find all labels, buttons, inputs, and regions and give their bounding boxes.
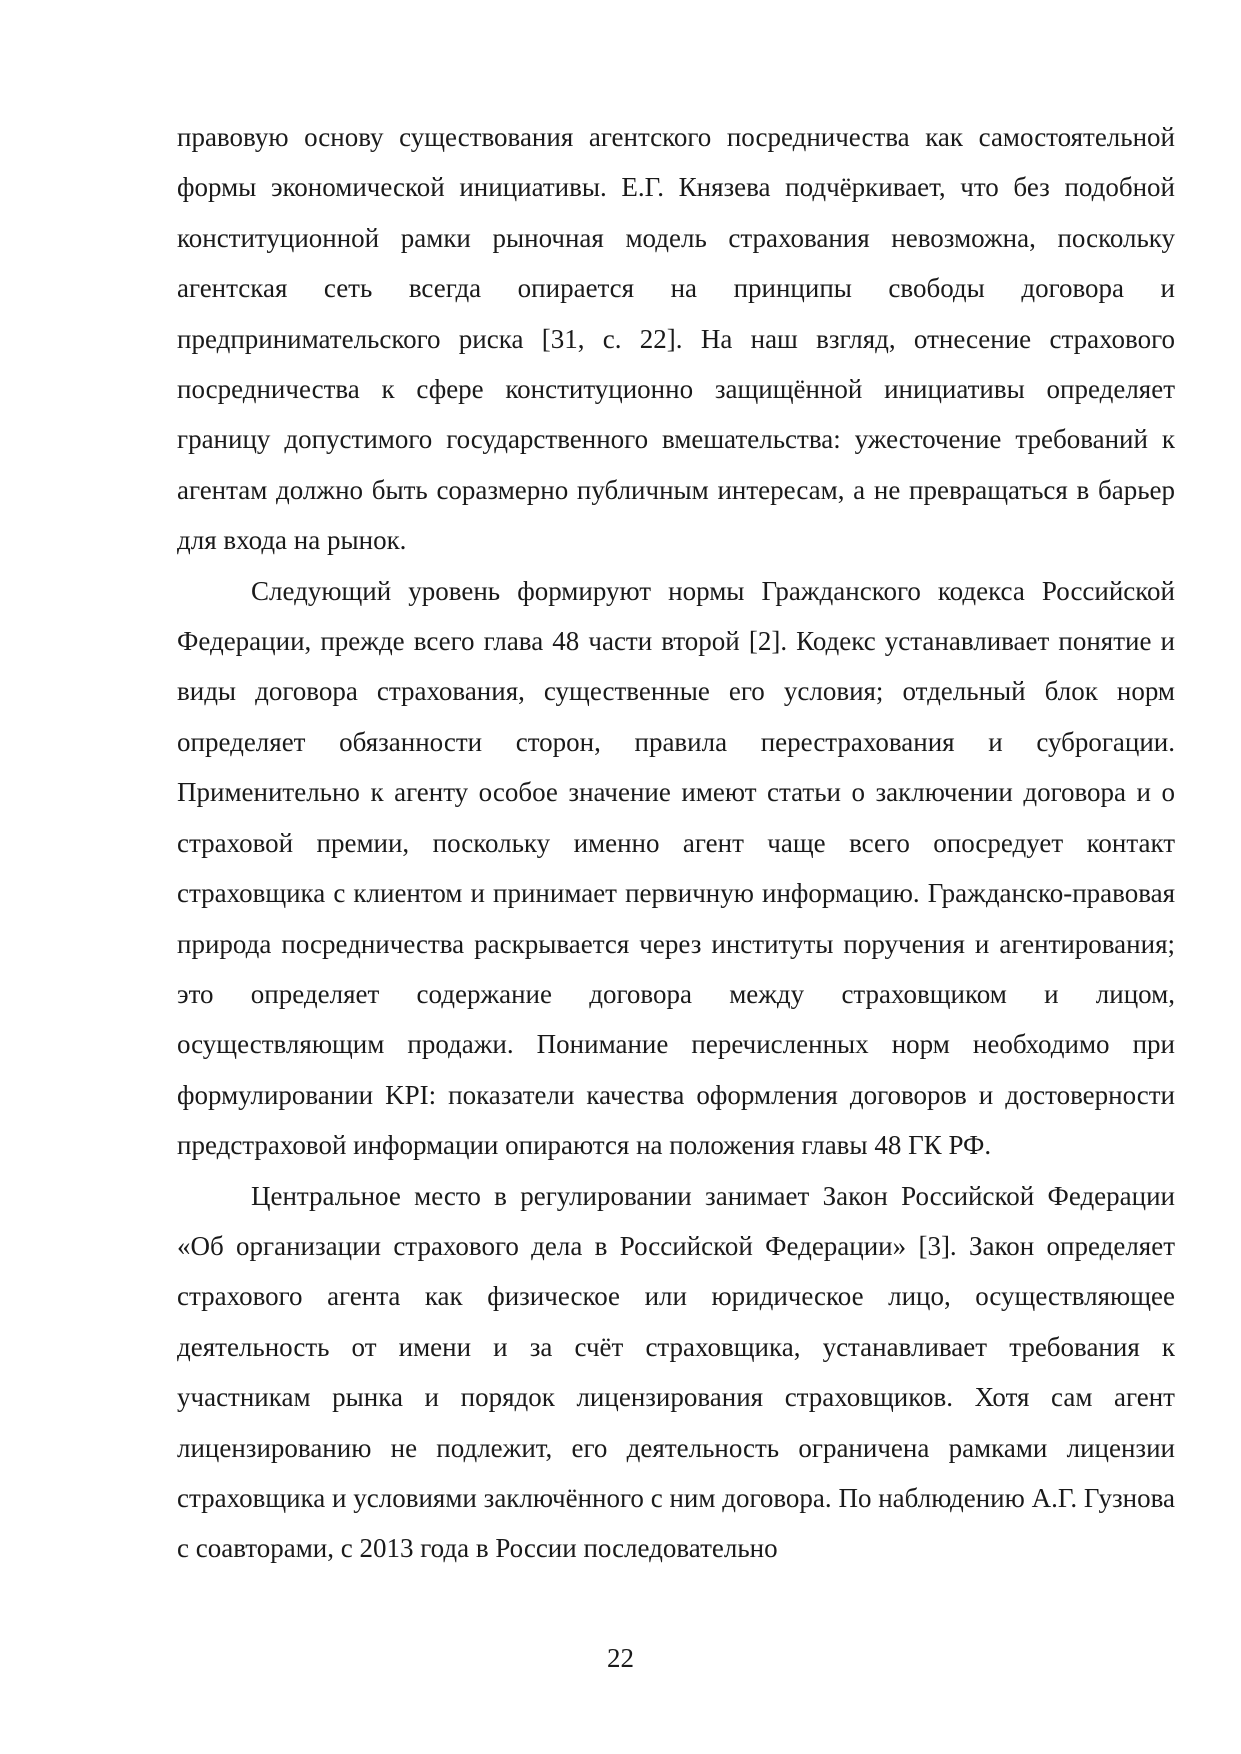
paragraph-continued: правовую основу существования агентского посредничества как самостоятельной формы экономической инициативы. Е.Г. Князева подчёркивает, что без подобной конституционной рамки рыночная модель страхования невозможна, поскольку агентская сеть всегда опирается на принципы свободы договора и предпринимательского риска [31, с. 22]. На наш взгляд, отнесение страхового посредничества к сфере конституционно защищённой инициативы определяет границу допустимого государственного вмешательства: ужесточение требований к агентам должно быть соразмерно публичным интересам, а не превращаться в барьер для входа на рынок. [177, 122, 1175, 556]
paragraph-insurance-law: Центральное место в регулировании занимает Закон Российской Федерации «Об организации страхового дела в Российской Федерации» [3]. Закон определяет страхового агента как физическое или юридическое лицо, осуществляющее деятельность от имени и за счёт страховщика, устанавливает требования к участникам рынка и порядок лицензирования страховщиков. Хотя сам агент лицензированию не подлежит, его деятельность ограничена рамками лицензии страховщика и условиями заключённого с ним договора. По наблюдению А.Г. Гузнова с соавторами, с 2013 года в России последовательно [177, 1180, 1175, 1564]
body-text [177, 112, 1175, 1574]
page-number: 22 [607, 1643, 634, 1673]
paragraph-civil-code: Следующий уровень формируют нормы Гражданского кодекса Российской Федерации, прежде всего глава 48 части второй [2]. Кодекс устанавливает понятие и виды договора страхования, существенные его условия; отдельный блок норм определяет обязанности сторон, правила перестрахования и суброгации. Применительно к агенту особое значение имеют статьи о заключении договора и о страховой премии, поскольку именно агент чаще всего опосредует контакт страховщика с клиентом и принимает первичную информацию. Гражданско-правовая природа посредничества раскрывается через институты поручения и агентирования; это определяет содержание договора между страховщиком и лицом, осуществляющим продажи. Понимание перечисленных норм необходимо при формулировании KPI: показатели качества оформления договоров и достоверности предстраховой информации опираются на положения главы 48 ГК РФ. [177, 575, 1175, 1161]
